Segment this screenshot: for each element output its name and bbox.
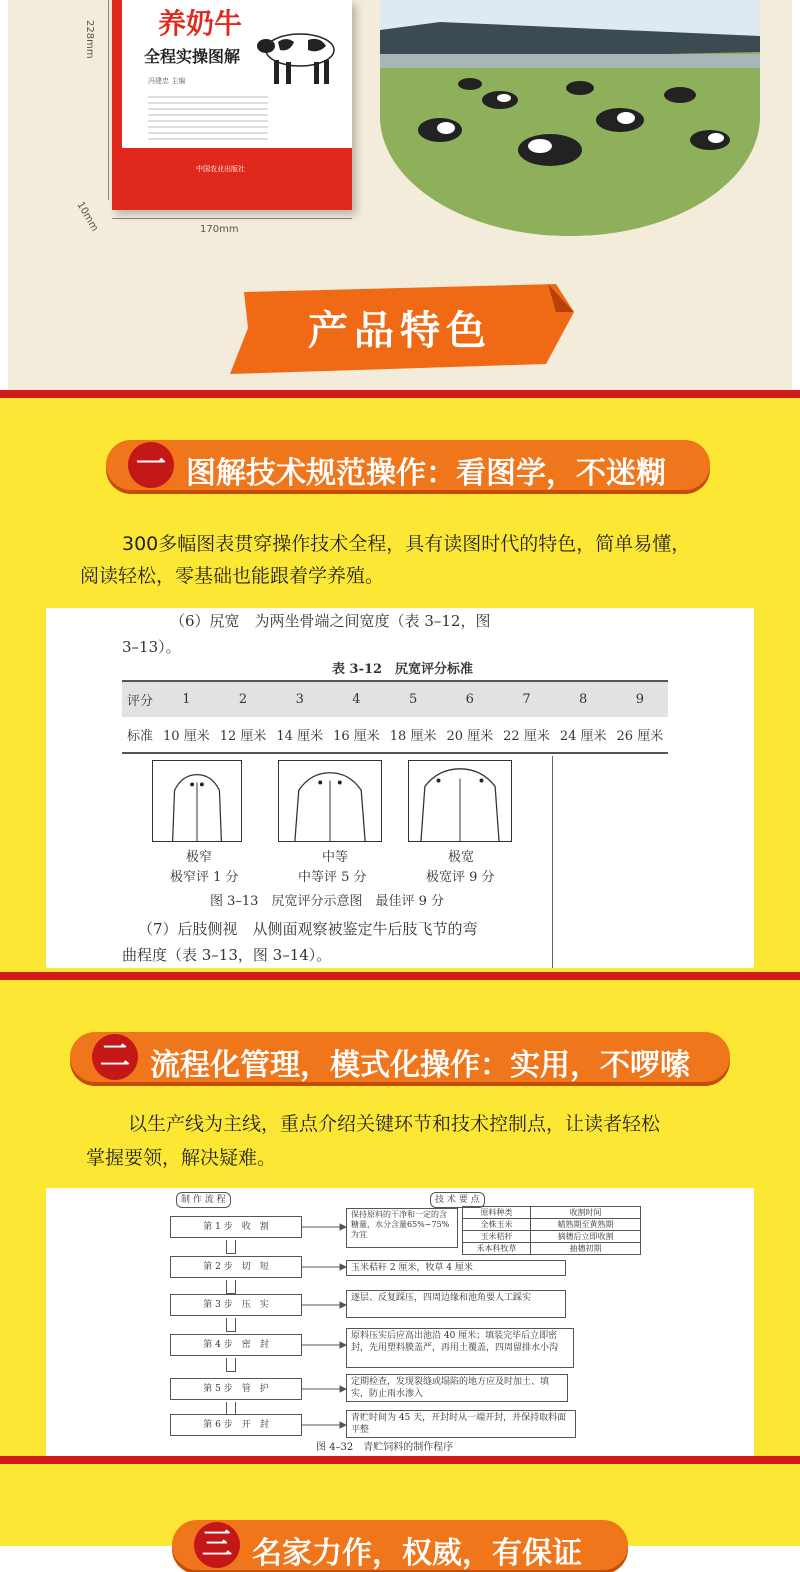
book-subtitle: 全程实操图解: [144, 47, 241, 66]
book-publisher: 中国农业出版社: [196, 165, 245, 173]
feature-heading-text-1: 图解技术规范操作：看图学，不迷糊: [186, 456, 666, 491]
figure-caption: 图 3–13 尻宽评分示意图 最佳评 9 分: [210, 894, 444, 909]
book-cover-band: [122, 148, 352, 210]
table-cell: 14 厘米: [271, 717, 328, 753]
feature-heading-3: [172, 1520, 628, 1570]
feature-paragraph-1-line-2: 阅读轻松，零基础也能跟着学养殖。: [80, 565, 385, 587]
table-cell: 全株玉米: [463, 1219, 531, 1231]
table-cell: 26 厘米: [612, 717, 669, 753]
table-cell: 玉米秸秆: [463, 1231, 531, 1243]
sample-text-line-1: （6）尻宽 为两坐骨端之间宽度（表 3–12，图: [170, 612, 491, 630]
dimension-line-height: [108, 0, 109, 200]
flow-note-2: 玉米秸秆 2 厘米，牧草 4 厘米: [346, 1260, 566, 1276]
harvest-table: [462, 1206, 641, 1255]
feature-number-1: 一: [128, 442, 174, 488]
table-cell: 1: [158, 681, 215, 717]
column-divider: [552, 756, 553, 968]
sample-text-line-3: （7）后肢侧视 从侧面观察被鉴定牛后肢飞节的弯: [138, 920, 478, 938]
feature-heading-1: [106, 440, 710, 490]
flow-note-4: 原料压实后应高出池沿 40 厘米；填装完毕后立即密封，先用塑料膜盖严，再用土覆盖，四周留排水小沟: [346, 1328, 574, 1368]
flow-step-5: 第 5 步 管 护: [170, 1378, 302, 1400]
table-cell: 22 厘米: [498, 717, 555, 753]
table-title: 表 3-12 尻宽评分标准: [332, 662, 474, 677]
score-table: [122, 680, 668, 754]
table-cell: 收割时间: [531, 1207, 641, 1219]
cattle-farm-photo: [380, 0, 760, 236]
flow-arrow-down: [226, 1358, 236, 1372]
table-cell: 18 厘米: [385, 717, 442, 753]
sample-page-scoring: [46, 608, 754, 968]
table-cell: 抽穗初期: [531, 1243, 641, 1255]
rump-width-figure-narrow: [152, 760, 242, 842]
table-cell: 20 厘米: [441, 717, 498, 753]
figure-score-medium: 中等评 5 分: [298, 870, 367, 885]
flow-note-5: 定期检查，发现裂缝或塌陷的地方应及时加土、填实，防止雨水渗入: [346, 1374, 568, 1402]
flow-step-4: 第 4 步 密 封: [170, 1334, 302, 1356]
table-row: [463, 1243, 641, 1255]
table-cell: 6: [441, 681, 498, 717]
table-cell: 2: [215, 681, 272, 717]
table-cell: 标准: [122, 717, 158, 753]
rump-width-figure-wide: [408, 760, 512, 842]
flow-note-6: 青贮时间为 45 天，开封时从一端开封，并保持取料面平整: [346, 1410, 576, 1438]
dimension-line-width: [112, 218, 352, 219]
flow-step-6: 第 6 步 开 封: [170, 1414, 302, 1436]
table-cell: 12 厘米: [215, 717, 272, 753]
table-cell: 原料种类: [463, 1207, 531, 1219]
feature-section-3: [0, 1456, 800, 1571]
flow-arrow-down: [226, 1280, 236, 1294]
dimension-depth-label: 10mm: [74, 200, 101, 234]
dimension-height-label: 228mm: [84, 20, 95, 59]
sample-text-line-2: 3–13）。: [122, 638, 181, 656]
feature-heading-2: [70, 1032, 730, 1082]
table-cell: 8: [555, 681, 612, 717]
flow-connectors: [302, 1188, 346, 1438]
table-row: [463, 1219, 641, 1231]
feature-paragraph-2-line-1: 以生产线为主线，重点介绍关键环节和技术控制点，让读者轻松: [128, 1113, 661, 1135]
figure-score-wide: 极宽评 9 分: [426, 870, 495, 885]
flow-note-3: 逐层、反复踩压，四周边缘和池角要人工踩实: [346, 1290, 566, 1318]
flow-step-1: 第 1 步 收 割: [170, 1216, 302, 1238]
dimension-width-label: 170mm: [200, 224, 239, 235]
table-row: [463, 1231, 641, 1243]
table-cell: 5: [385, 681, 442, 717]
book-title: 养奶牛: [158, 7, 243, 40]
rump-width-figure-medium: [278, 760, 382, 842]
table-cell: 7: [498, 681, 555, 717]
flow-header-process: 制 作 流 程: [176, 1192, 231, 1208]
sample-text-line-4: 曲程度（表 3–13，图 3–14）。: [122, 946, 332, 964]
banner-text: 产品特色: [308, 308, 492, 354]
sample-page-flowchart: [46, 1188, 754, 1456]
feature-paragraph-1-line-1: 300多幅图表贯穿操作技术全程，具有读图时代的特色，简单易懂，: [122, 533, 691, 555]
table-cell: 24 厘米: [555, 717, 612, 753]
table-row: [122, 717, 668, 753]
table-cell: 评分: [122, 681, 158, 717]
product-features-banner: [226, 282, 574, 376]
flow-note-1: 保持原料的干净和一定的含糖量，水分含量65%~75%为宜: [346, 1208, 458, 1248]
feature-number-3: 三: [194, 1522, 240, 1568]
table-row: [122, 681, 668, 717]
table-cell: 10 厘米: [158, 717, 215, 753]
figure-score-narrow: 极窄评 1 分: [170, 870, 239, 885]
flowchart-caption: 图 4–32 青贮饲料的制作程序: [316, 1442, 454, 1453]
figure-label-wide: 极宽: [448, 850, 475, 865]
flow-step-2: 第 2 步 切 短: [170, 1256, 302, 1278]
flow-step-3: 第 3 步 压 实: [170, 1294, 302, 1316]
page-margin-right: [792, 0, 800, 396]
table-cell: 摘穗后立即收割: [531, 1231, 641, 1243]
figure-label-medium: 中等: [322, 850, 349, 865]
table-cell: 4: [328, 681, 385, 717]
cow-illustration: [256, 20, 342, 90]
flow-arrow-down: [226, 1318, 236, 1332]
feature-heading-text-2: 流程化管理，模式化操作：实用，不啰嗦: [150, 1048, 690, 1083]
flow-arrow-down: [226, 1240, 236, 1254]
feature-heading-text-3: 名家力作，权威，有保证: [252, 1536, 582, 1571]
flow-header-key-points: 技 术 要 点: [430, 1192, 485, 1208]
table-row: [463, 1207, 641, 1219]
table-cell: 禾本科牧草: [463, 1243, 531, 1255]
page-margin-left: [0, 0, 8, 396]
table-cell: 9: [612, 681, 669, 717]
book-blurb-lines: [148, 96, 268, 140]
table-cell: 16 厘米: [328, 717, 385, 753]
feature-paragraph-2-line-2: 掌握要领，解决疑难。: [86, 1147, 277, 1169]
book-author: 冯建忠 主编: [148, 77, 186, 85]
figure-label-narrow: 极窄: [186, 850, 213, 865]
feature-number-2: 二: [92, 1034, 138, 1080]
table-cell: 3: [271, 681, 328, 717]
table-cell: 蜡熟期至黄熟期: [531, 1219, 641, 1231]
